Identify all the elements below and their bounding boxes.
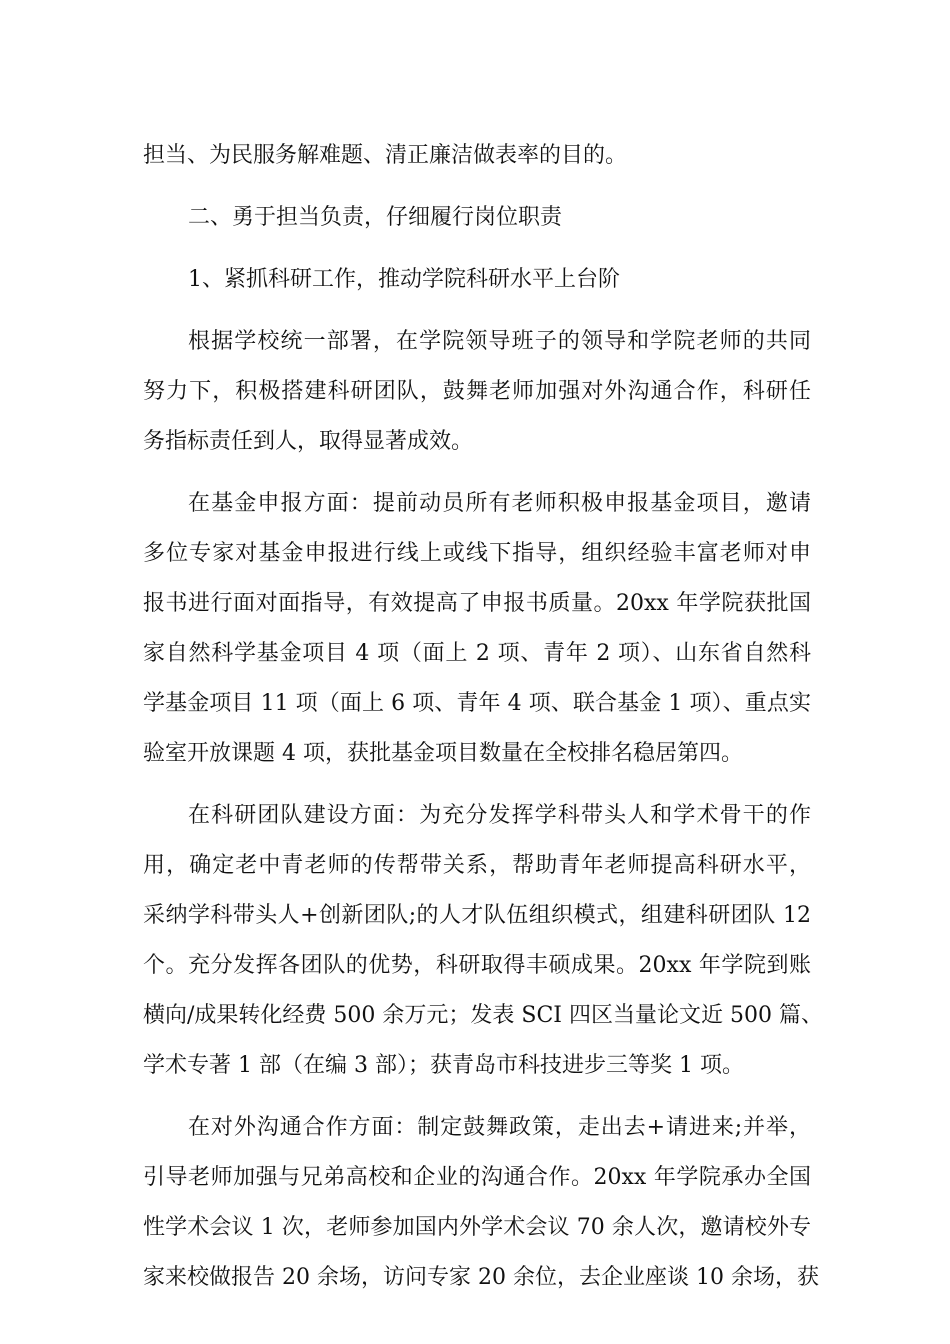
paragraph-fund-application (143, 479, 811, 779)
text-line: 验室开放课题 4 项，获批基金项目数量在全校排名稳居第四。 (143, 741, 743, 766)
text-line: 学基金项目 11 项（面上 6 项、青年 4 项、联合基金 1 项）、重点实 (143, 691, 811, 716)
paragraph-intro-end (143, 131, 811, 181)
text-line: 根据学校统一部署，在学院领导班子的领导和学院老师的共同 (188, 329, 811, 354)
text-line: 用，确定老中青老师的传帮带关系，帮助青年老师提高科研水平， (143, 853, 811, 878)
paragraph-research-overview (143, 317, 811, 467)
text-line: 学术专著 1 部（在编 3 部）；获青岛市科技进步三等奖 1 项。 (143, 1053, 744, 1078)
text-line: 家来校做报告 20 余场，访问专家 20 余位，去企业座谈 10 余场，获 (143, 1265, 819, 1290)
text-line: 采纳学科带头人+创新团队;的人才队伍组织模式，组建科研团队 12 (143, 903, 811, 928)
paragraph-external-cooperation (143, 1103, 819, 1303)
text-line: 性学术会议 1 次，老师参加国内外学术会议 70 余人次，邀请校外专 (143, 1215, 811, 1240)
text-line: 在科研团队建设方面：为充分发挥学科带头人和学术骨干的作 (188, 803, 811, 828)
text-line: 引导老师加强与兄弟高校和企业的沟通合作。20xx 年学院承办全国 (143, 1165, 811, 1190)
text-line: 家自然科学基金项目 4 项（面上 2 项、青年 2 项）、山东省自然科 (143, 641, 811, 666)
text-line: 在基金申报方面：提前动员所有老师积极申报基金项目，邀请 (188, 491, 811, 516)
text-line: 个。充分发挥各团队的优势，科研取得丰硕成果。20xx 年学院到账 (143, 953, 811, 978)
subsection-heading: 1、紧抓科研工作，推动学院科研水平上台阶 (188, 267, 620, 292)
paragraph-research-team (143, 791, 823, 1091)
text-line: 努力下，积极搭建科研团队，鼓舞老师加强对外沟通合作，科研任 (143, 379, 811, 404)
section-heading: 二、勇于担当负责，仔细履行岗位职责 (188, 205, 563, 230)
text-line: 多位专家对基金申报进行线上或线下指导，组织经验丰富老师对申 (143, 541, 811, 566)
text-line: 担当、为民服务解难题、清正廉洁做表率的目的。 (143, 143, 628, 168)
text-line: 报书进行面对面指导，有效提高了申报书质量。20xx 年学院获批国 (143, 591, 811, 616)
text-line: 务指标责任到人，取得显著成效。 (143, 429, 474, 454)
text-line: 横向/成果转化经费 500 余万元；发表 SCI 四区当量论文近 500 篇、 (143, 1003, 823, 1028)
document-body (143, 131, 823, 1303)
text-line: 在对外沟通合作方面：制定鼓舞政策，走出去+请进来;并举， (188, 1115, 811, 1140)
